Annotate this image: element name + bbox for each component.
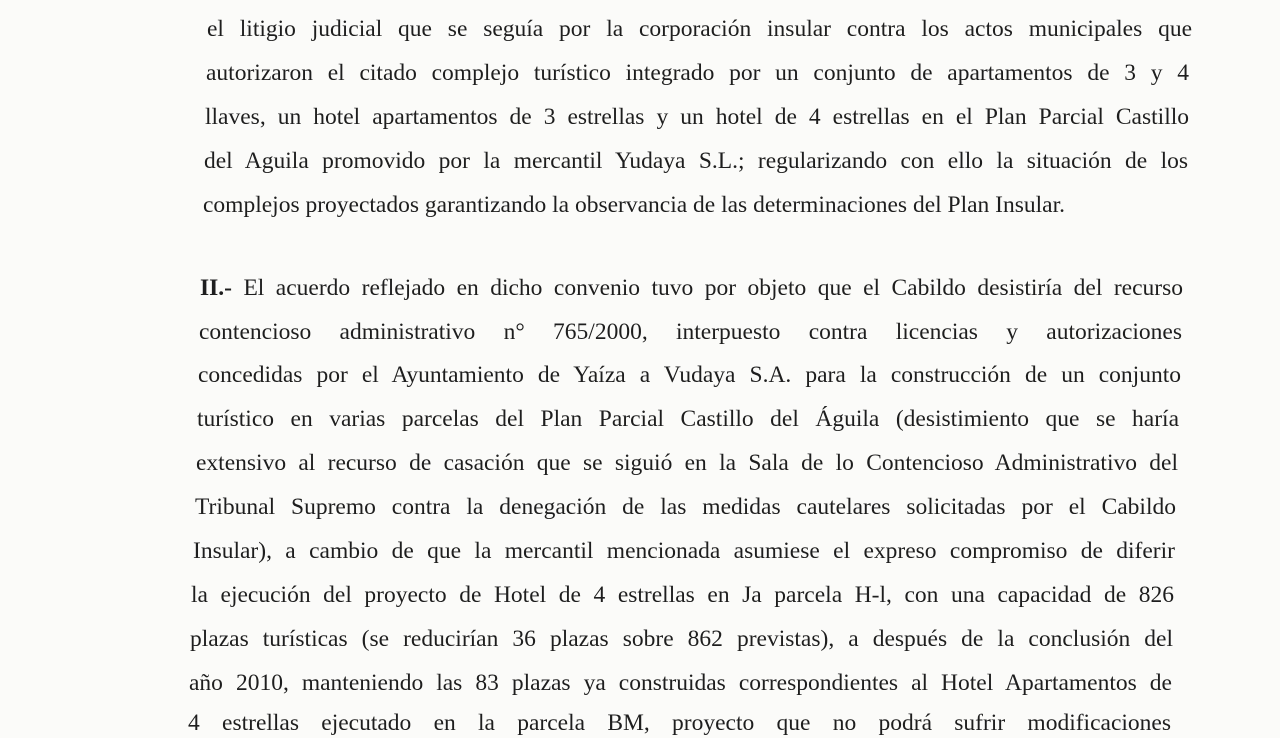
paragraph-2-line-5: extensivo al recurso de casación que se siguió en la Sala de lo Contencioso Administrativo del <box>196 450 1178 476</box>
paragraph-1-line-2: autorizaron el citado complejo turístico integrado por un conjunto de apartamentos de 3 y 4 <box>206 60 1189 86</box>
paragraph-1-line-1: el litigio judicial que se seguía por la corporación insular contra los actos municipales que <box>207 16 1192 42</box>
paragraph-2-line-2: contencioso administrativo n° 765/2000, interpuesto contra licencias y autorizaciones <box>199 319 1182 345</box>
paragraph-number: II.- <box>200 275 232 301</box>
paragraph-1-line-4: del Aguila promovido por la mercantil Yudaya S.L.; regularizando con ello la situación de los <box>204 148 1188 174</box>
paragraph-2-line-8: la ejecución del proyecto de Hotel de 4 estrellas en Ja parcela H-l, con una capacidad de 826 <box>191 582 1174 608</box>
paragraph-2-line-10: año 2010, manteniendo las 83 plazas ya construidas correspondientes al Hotel Apartamentos de <box>189 670 1172 696</box>
paragraph-2-line-9: plazas turísticas (se reducirían 36 plazas sobre 862 previstas), a después de la conclusión del <box>190 626 1173 652</box>
paragraph-2-line-4: turístico en varias parcelas del Plan Parcial Castillo del Águila (desistimiento que se haría <box>197 406 1179 432</box>
paragraph-2-line-1-text: El acuerdo reflejado en dicho convenio tuvo por objeto que el Cabildo desistiría del recurso <box>232 275 1183 301</box>
paragraph-2-line-7: Insular), a cambio de que la mercantil mencionada asumiese el expreso compromiso de diferir <box>193 538 1175 564</box>
paragraph-2-line-6: Tribunal Supremo contra la denegación de las medidas cautelares solicitadas por el Cabildo <box>195 494 1176 520</box>
paragraph-2-line-3: concedidas por el Ayuntamiento de Yaíza a Vudaya S.A. para la construcción de un conjunto <box>198 362 1181 388</box>
paragraph-1-line-5: complejos proyectados garantizando la observancia de las determinaciones del Plan Insular. <box>203 192 1066 218</box>
paragraph-2-line-1 <box>200 273 1183 303</box>
paragraph-2-line-11: 4 estrellas ejecutado en la parcela BM, proyecto que no podrá sufrir modificaciones <box>188 710 1171 736</box>
paragraph-1-line-3: llaves, un hotel apartamentos de 3 estrellas y un hotel de 4 estrellas en el Plan Parcial Castillo <box>205 104 1189 130</box>
